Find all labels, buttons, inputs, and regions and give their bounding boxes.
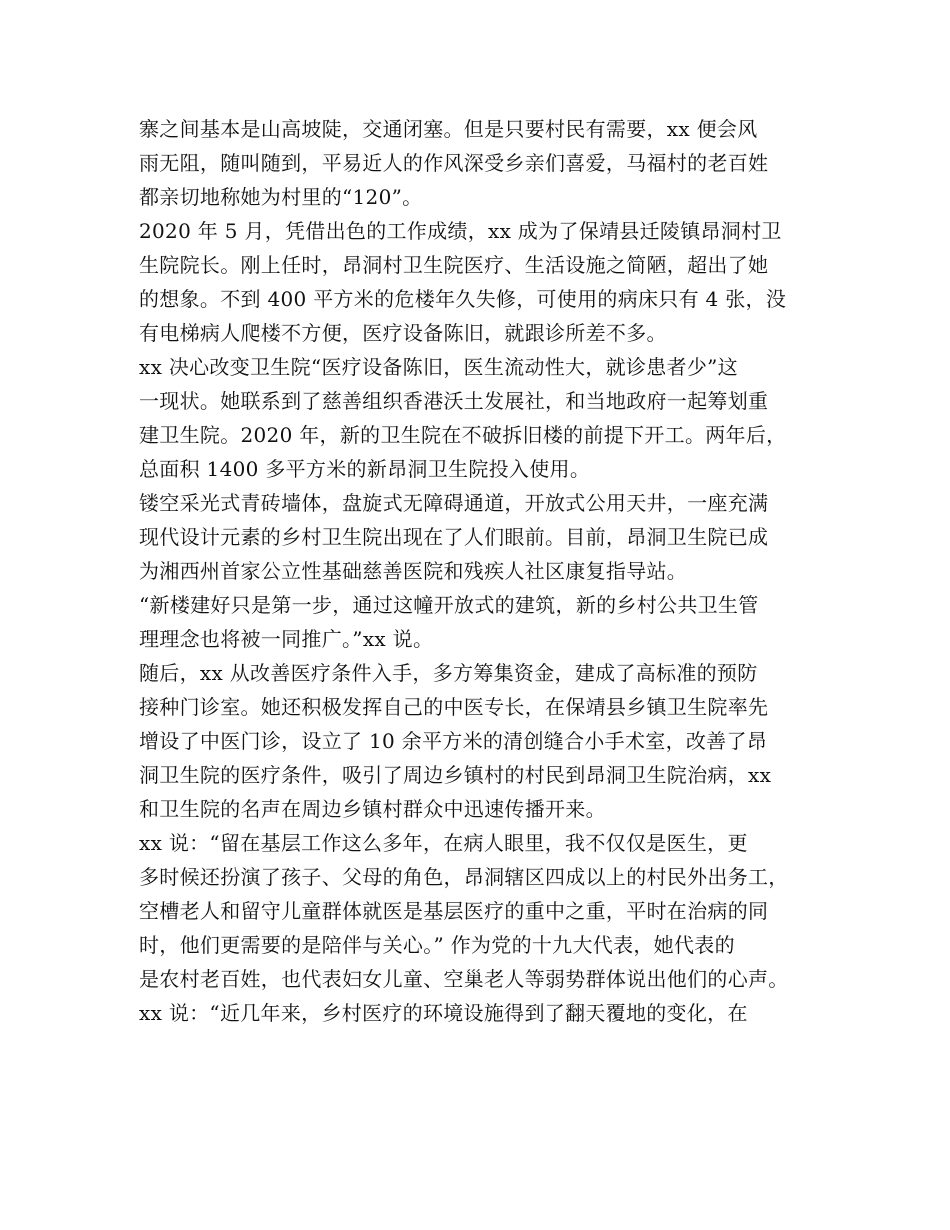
text-line: “新楼建好只是第一步，通过这幢开放式的建筑，新的乡村公共卫生管	[139, 593, 759, 617]
text-line: 都亲切地称她为村里的“120”。	[139, 185, 423, 209]
text-line: 接种门诊室。她还积极发挥自己的中医专长，在保靖县乡镇卫生院率先	[139, 695, 769, 719]
text-line: 为湘西州首家公立性基础慈善医院和残疾人社区康复指导站。	[139, 559, 688, 583]
text-line: 建卫生院。2020 年，新的卫生院在不破拆旧楼的前提下开工。两年后，	[139, 423, 787, 447]
text-line: 时，他们更需要的是陪伴与关心。” 作为党的十九大代表，她代表的	[139, 933, 735, 957]
text-line: 增设了中医门诊，设立了 10 余平方米的清创缝合小手术室，改善了昂	[139, 729, 768, 753]
text-line: xx 说：“近几年来，乡村医疗的环境设施得到了翻天覆地的变化，在	[139, 1001, 748, 1025]
text-line: 多时候还扮演了孩子、父母的角色，昂洞辖区四成以上的村民外出务工，	[139, 865, 789, 889]
text-line: 是农村老百姓，也代表妇女儿童、空巢老人等弱势群体说出他们的心声。	[139, 967, 789, 991]
text-line: 雨无阻，随叫随到，平易近人的作风深受乡亲们喜爱，马福村的老百姓	[139, 151, 769, 175]
text-line: 有电梯病人爬楼不方便，医疗设备陈旧，就跟诊所差不多。	[139, 321, 667, 345]
text-line: 寨之间基本是山高坡陡，交通闭塞。但是只要村民有需要，xx 便会风	[139, 117, 758, 141]
text-line: 一现状。她联系到了慈善组织香港沃土发展社，和当地政府一起筹划重	[139, 389, 769, 413]
text-line: 随后，xx 从改善医疗条件入手，多方筹集资金，建成了高标准的预防	[139, 661, 758, 685]
text-line: 2020 年 5 月，凭借出色的工作成绩，xx 成为了保靖县迁陵镇昂洞村卫	[139, 219, 782, 243]
text-line: 总面积 1400 多平方米的新昂洞卫生院投入使用。	[139, 457, 591, 481]
text-line: 生院院长。刚上任时，昂洞村卫生院医疗、生活设施之简陋，超出了她	[139, 253, 769, 277]
text-line: 现代设计元素的乡村卫生院出现在了人们眼前。目前，昂洞卫生院已成	[139, 525, 769, 549]
text-line: 洞卫生院的医疗条件，吸引了周边乡镇村的村民到昂洞卫生院治病，xx	[139, 763, 772, 787]
text-line: 镂空采光式青砖墙体，盘旋式无障碍通道，开放式公用天井，一座充满	[139, 491, 769, 515]
document-body-text	[139, 112, 819, 1030]
text-line: xx 决心改变卫生院“医疗设备陈旧，医生流动性大，就诊患者少”这	[139, 355, 738, 379]
text-line: 和卫生院的名声在周边乡镇村群众中迅速传播开来。	[139, 797, 606, 821]
text-line: xx 说：“留在基层工作这么多年，在病人眼里，我不仅仅是医生，更	[139, 831, 748, 855]
text-line: 的想象。不到 400 平方米的危楼年久失修，可使用的病床只有 4 张，没	[139, 287, 787, 311]
text-line: 理理念也将被一同推广。”xx 说。	[139, 627, 434, 651]
text-line: 空槽老人和留守儿童群体就医是基层医疗的重中之重，平时在治病的同	[139, 899, 769, 923]
